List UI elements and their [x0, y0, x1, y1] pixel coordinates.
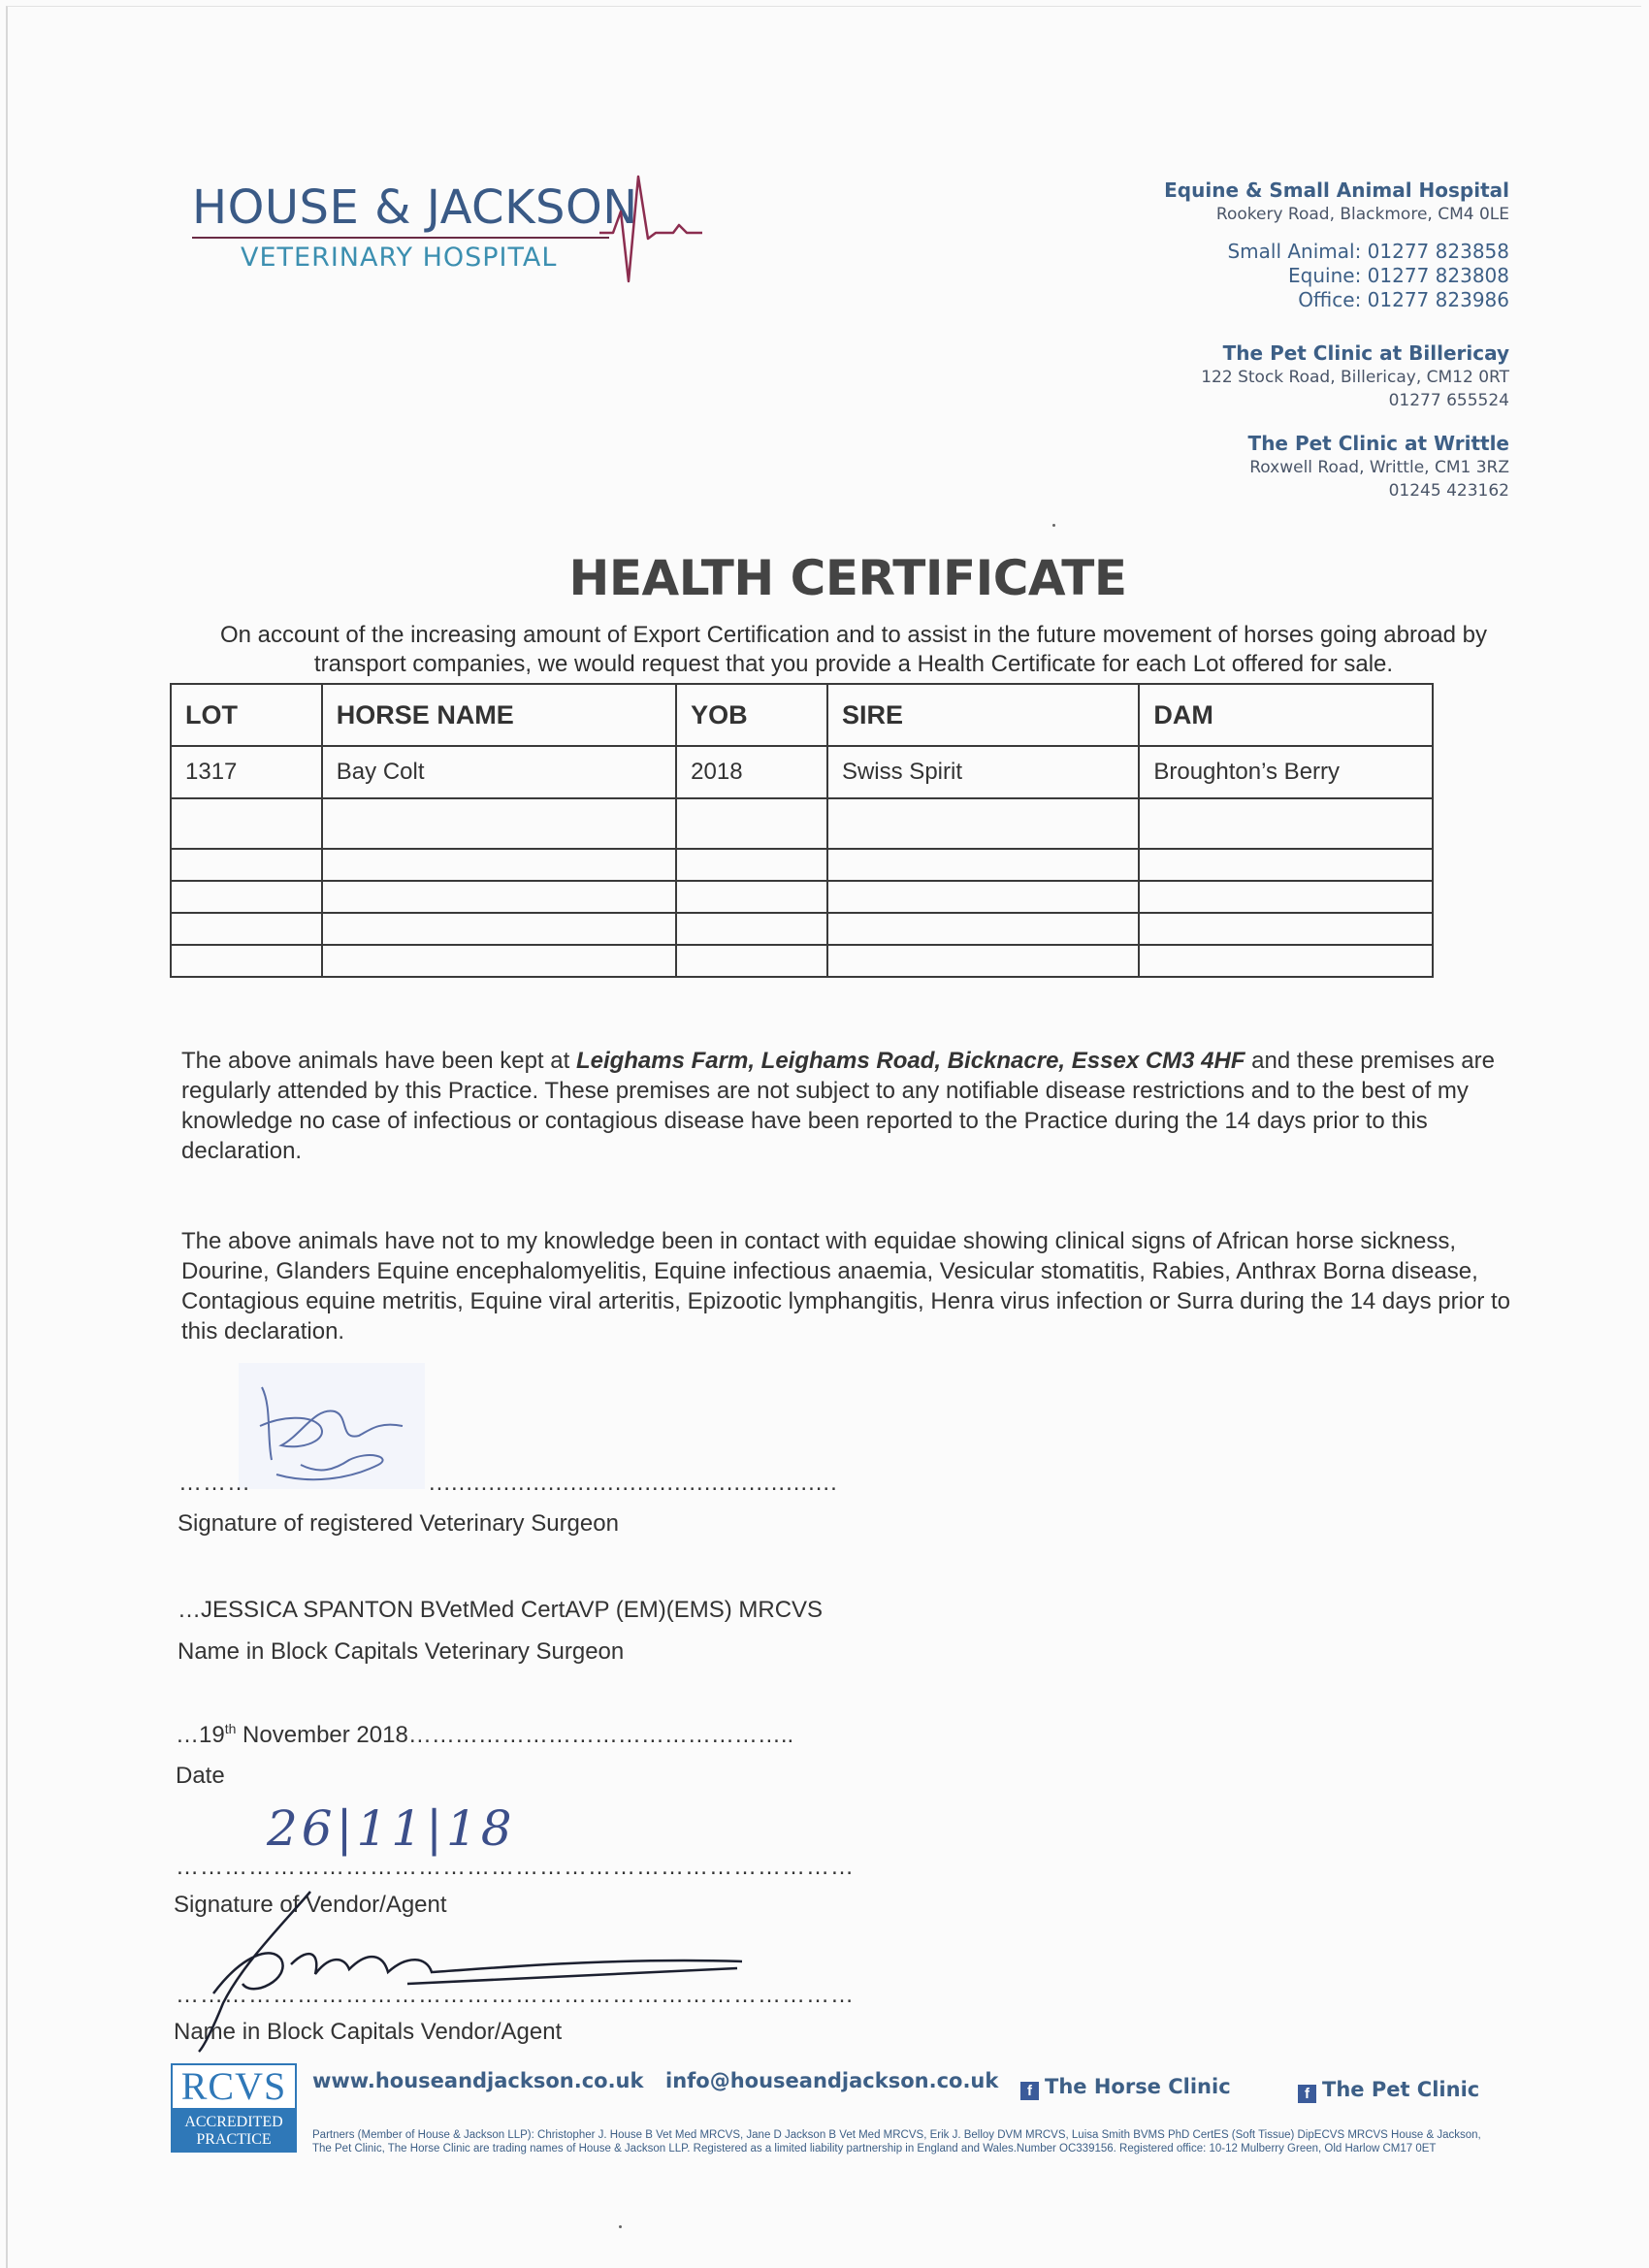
vet-signature-line-left: ……… [178, 1470, 251, 1496]
premises-address: Leighams Farm, Leighams Road, Bicknacre, Essex CM3 4HF [575, 1048, 1245, 1074]
vendor-signature-line: ………………………………………………………………………… [176, 1854, 855, 1880]
table-row-empty [171, 945, 1433, 977]
vet-name: …JESSICA SPANTON BVetMed CertAVP (EM)(EMS) MRCVS [178, 1597, 824, 1623]
vendor-name-line: ………………………………………………………………………… [176, 1982, 855, 2008]
vendor-signature-label: Signature of Vendor/Agent [174, 1892, 447, 1918]
logo-rule [192, 237, 609, 239]
header-yob: YOB [676, 684, 827, 746]
declaration-premises: The above animals have been kept at Leighams Farm, Leighams Road, Bicknacre, Essex CM3 4HF and these premises are regularly attended by this Practice. These premises are not subject to any notifiable disease restrictions and to the best of my knowledge no case of infectious or contagious disease have been reported to the Practice during the 14 days prior to this declaration. [181, 1048, 1495, 1164]
vendor-signature-image [184, 1887, 757, 2057]
contact-address: Rookery Road, Blackmore, CM4 0LE [1215, 205, 1509, 224]
table-header-row [171, 684, 1433, 746]
facebook-horse-clinic-link[interactable]: f The Horse Clinic [1020, 2075, 1231, 2100]
rcvs-title: RCVS [171, 2063, 297, 2110]
cell-sire: Swiss Spirit [827, 746, 1139, 798]
header-dam: DAM [1139, 684, 1433, 746]
declaration-disease: The above animals have not to my knowledge been in contact with equidae showing clinical signs of African horse sickness, Dourine, Glanders Equine encephalomyelitis, Equine infectious anaemia, Vesicular stomatitis, Rabies, Anthrax Borna disease, Contagious equine metritis, Equine viral arteritis, Epizootic lymphangitis, Henra virus infection or Surra during the 14 days prior to this declaration. [181, 1228, 1510, 1345]
cell-dam: Broughton’s Berry [1139, 746, 1433, 798]
scan-speck [619, 2225, 622, 2228]
vendor-name-label: Name in Block Capitals Vendor/Agent [174, 2019, 563, 2045]
cell-lot: 1317 [171, 746, 322, 798]
contact-phone: 01277 655524 [1388, 391, 1509, 410]
logo-name: HOUSE & JACKSON [192, 180, 638, 235]
partners-legal-text: Partners (Member of House & Jackson LLP): Christopher J. House B Vet Med MRCVS, Jane D Jackson B Vet Med MRCVS, Erik J. Belloy DVM MRCVS, Luisa Smith BVMS PhD CertES (Soft Tissue) DipECVS MRCVS House & Jackson, The Pet Clinic, The Horse Clinic are trading names of House & Jackson LLP. Registered as a limited liability partnership in England and Wales.Number OC339156. Registered office: 10-12 Mulberry Green, Old Harlow CM17 0ET [312, 2129, 1481, 2155]
rcvs-subtitle: ACCREDITED PRACTICE [171, 2110, 297, 2153]
intro-paragraph: On account of the increasing amount of Export Certification and to assist in the future movement of horses going abroad by transport companies, we would request that you provide a Health Certificate for each Lot offered for sale. [219, 622, 1488, 677]
date-label: Date [176, 1763, 225, 1789]
contact-writtle [1248, 431, 1509, 502]
heartbeat-icon [599, 175, 706, 301]
practice-logo [192, 180, 696, 297]
facebook-pet-clinic-link[interactable]: f The Pet Clinic [1298, 2078, 1479, 2103]
lots-table [170, 683, 1434, 978]
contact-heading: Equine & Small Animal Hospital [1164, 178, 1509, 202]
facebook-icon: f [1298, 2085, 1316, 2103]
vet-signature-image [242, 1368, 427, 1494]
contact-phone: Equine: 01277 823808 [1288, 264, 1509, 287]
contact-main-hospital [1164, 178, 1509, 312]
contact-phone: Office: 01277 823986 [1298, 288, 1509, 311]
website-link[interactable]: www.houseandjackson.co.uk [312, 2069, 644, 2092]
vet-date: …19th November 2018………………………………………….. [176, 1721, 794, 1748]
vendor-handwritten-date: 26|11|18 [267, 1800, 516, 1857]
email-link[interactable]: info@houseandjackson.co.uk [665, 2069, 999, 2092]
table-row-empty [171, 881, 1433, 913]
contact-heading: The Pet Clinic at Writtle [1247, 432, 1509, 455]
contact-address: Roxwell Road, Writtle, CM1 3RZ [1249, 458, 1509, 477]
vet-signature-line-right: ....................................................... [429, 1470, 838, 1496]
table-row-empty [171, 798, 1433, 849]
table-row-empty [171, 913, 1433, 945]
cell-yob: 2018 [676, 746, 827, 798]
contact-phone: Small Animal: 01277 823858 [1227, 240, 1509, 263]
header-horse-name: HORSE NAME [322, 684, 676, 746]
page-title: HEALTH CERTIFICATE [568, 550, 1127, 606]
cell-horse-name: Bay Colt [322, 746, 676, 798]
header-sire: SIRE [827, 684, 1139, 746]
header-lot: LOT [171, 684, 322, 746]
vet-name-label: Name in Block Capitals Veterinary Surgeon [178, 1638, 625, 1665]
vet-signature-label: Signature of registered Veterinary Surgeon [178, 1510, 619, 1537]
table-row [171, 746, 1433, 798]
table-row-empty [171, 849, 1433, 881]
facebook-icon: f [1020, 2082, 1039, 2100]
rcvs-badge [171, 2063, 297, 2151]
contact-billericay [1201, 340, 1509, 412]
contact-address: 122 Stock Road, Billericay, CM12 0RT [1201, 368, 1509, 387]
contact-phone: 01245 423162 [1388, 481, 1509, 501]
contact-heading: The Pet Clinic at Billericay [1222, 341, 1509, 365]
logo-subtitle: VETERINARY HOSPITAL [241, 243, 558, 273]
scan-speck [1052, 524, 1055, 527]
